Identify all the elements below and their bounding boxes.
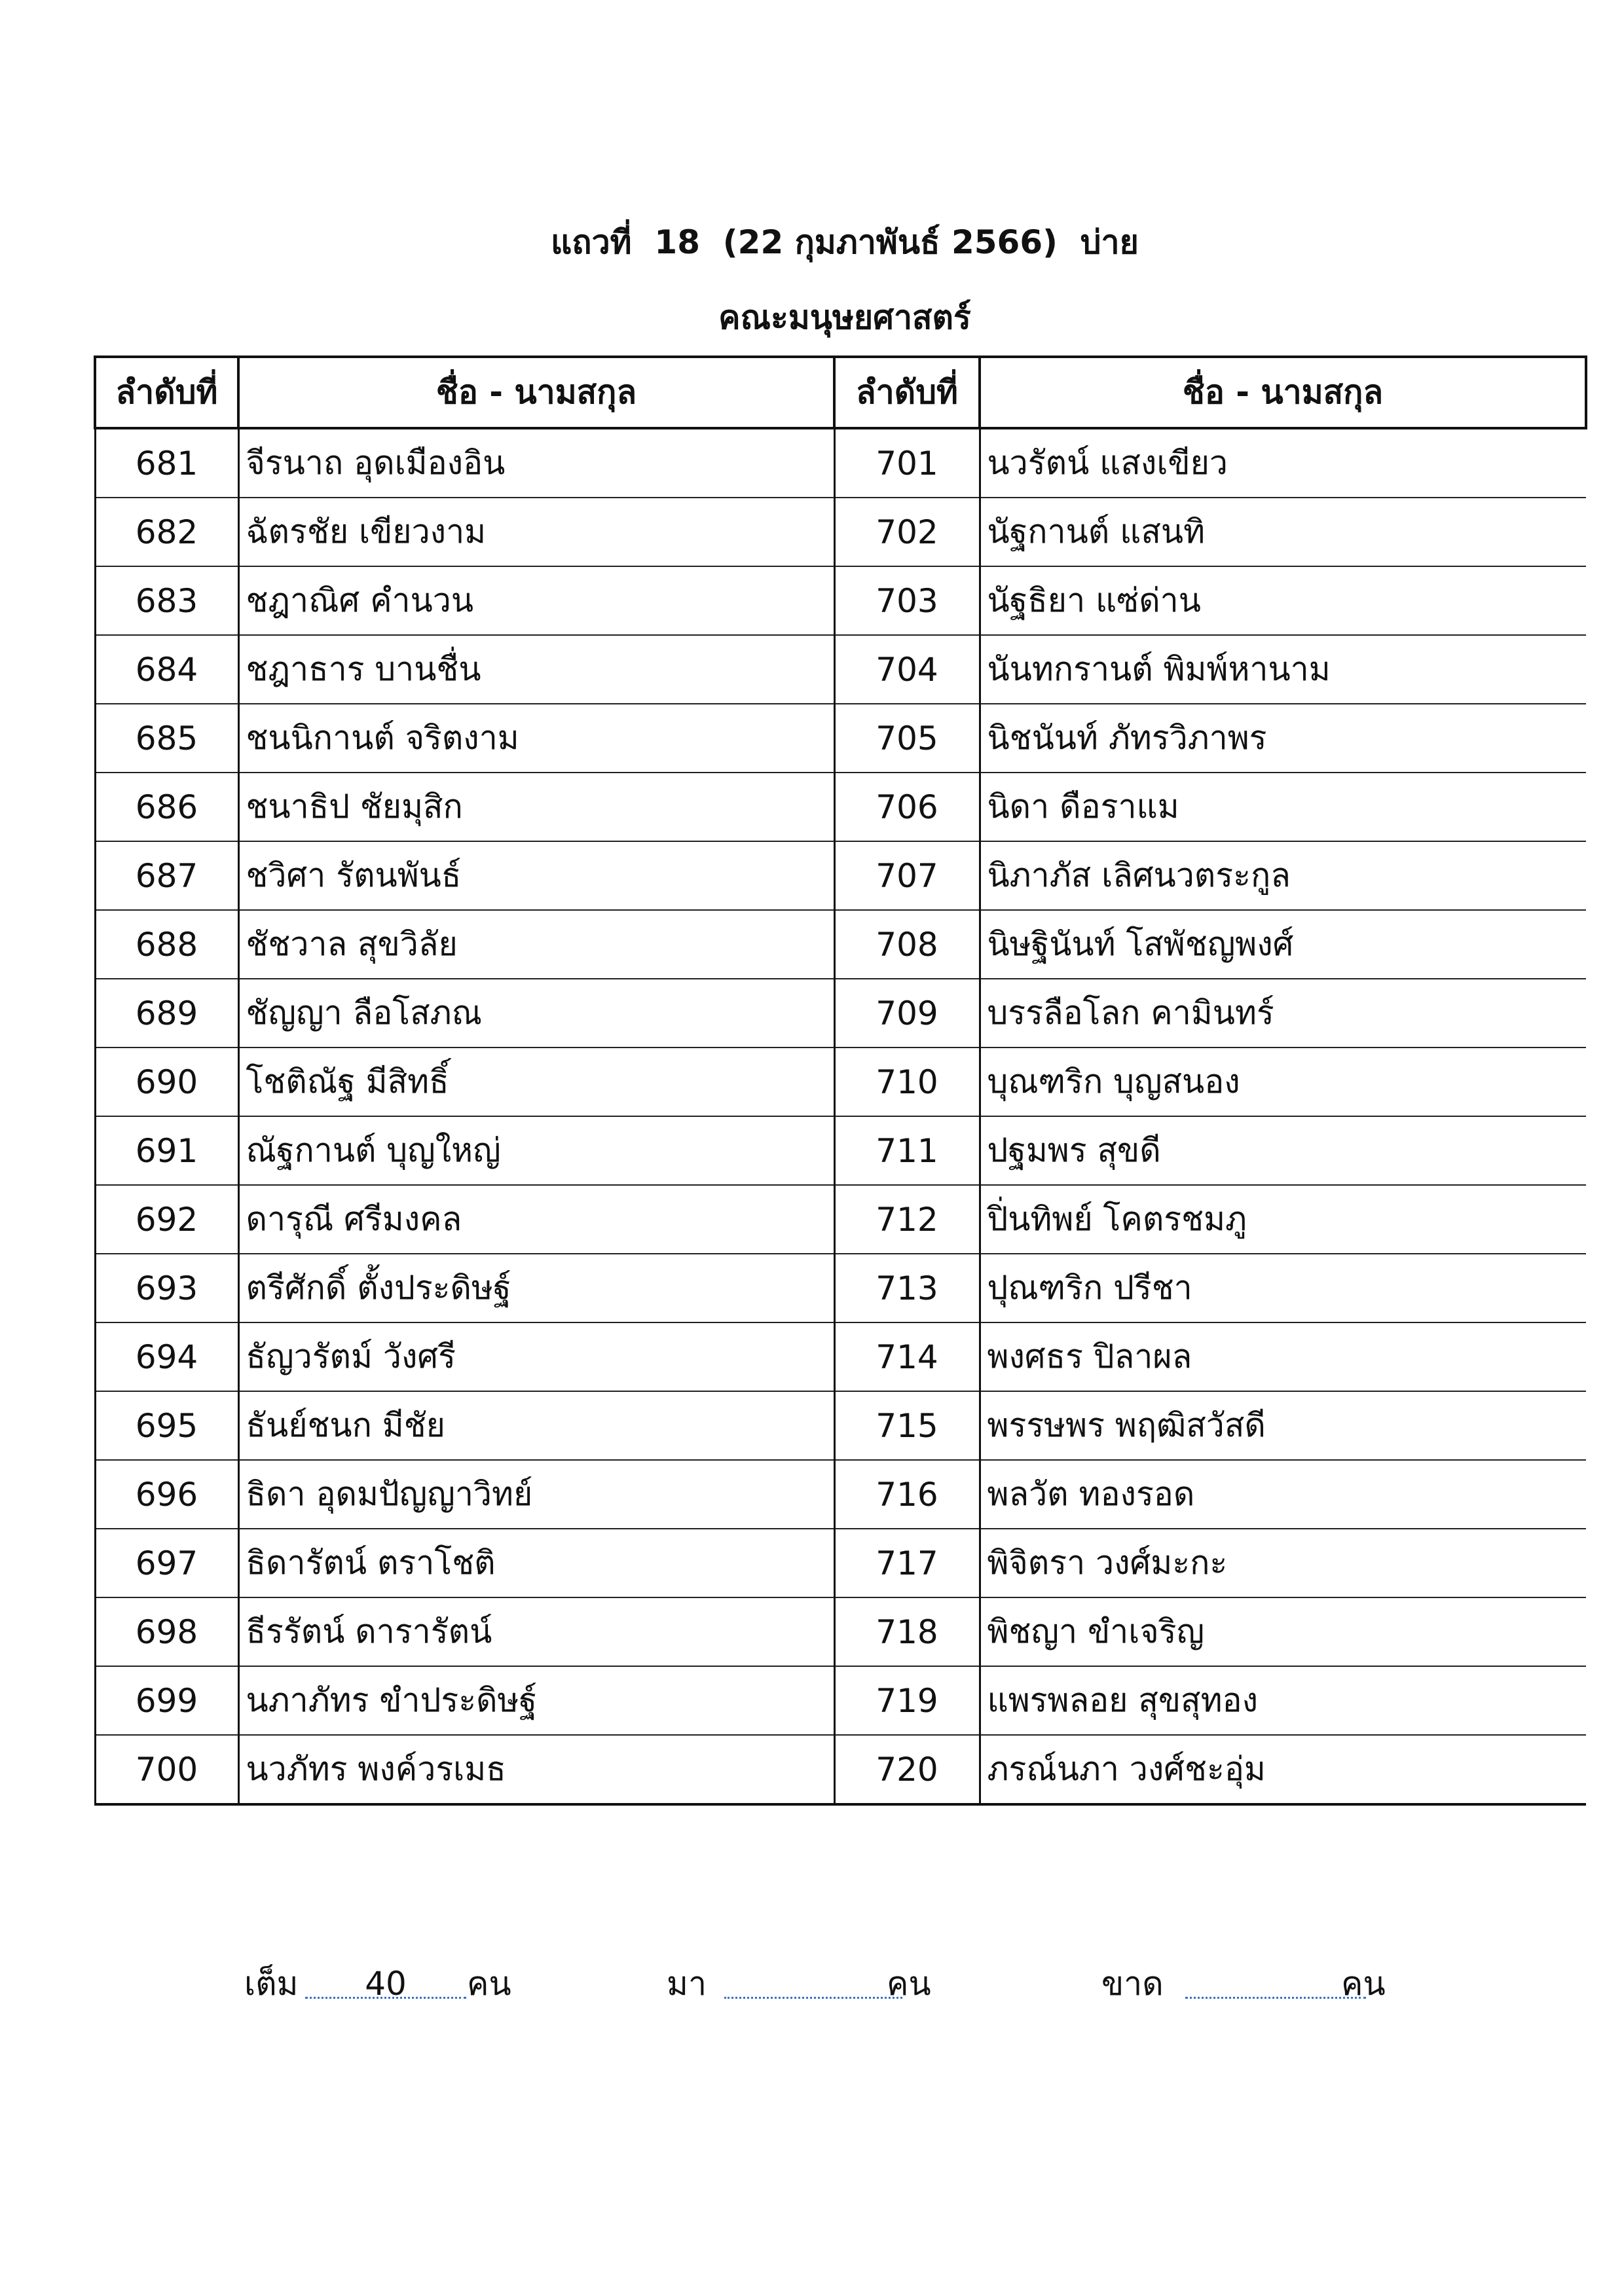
- roster-table: [94, 355, 1587, 1806]
- table-row: [95, 1597, 1586, 1666]
- present-unit-label: คน: [887, 1965, 931, 2003]
- column-header-name: ชื่อ - นามสกุล: [238, 357, 834, 428]
- student-name: นิดา ดือราแม: [980, 773, 1586, 841]
- row-number: 706: [834, 773, 980, 841]
- row-number: 696: [95, 1460, 238, 1529]
- row-number: 710: [834, 1048, 980, 1116]
- table-row: [95, 566, 1586, 635]
- row-number: 712: [834, 1185, 980, 1254]
- student-name: ปิ่นทิพย์ โคตรชมภู: [980, 1185, 1586, 1254]
- student-name: นวภัทร พงค์วรเมธ: [238, 1735, 834, 1804]
- table-row: [95, 1735, 1586, 1804]
- table-row: [95, 910, 1586, 979]
- row-number: 716: [834, 1460, 980, 1529]
- row-number: 709: [834, 979, 980, 1048]
- student-name: โชติณัฐ มีสิทธิ์: [238, 1048, 834, 1116]
- absent-label: ขาด: [1101, 1965, 1164, 2003]
- student-name: นิชนันท์ ภัทรวิภาพร: [980, 704, 1586, 773]
- student-name: ธิดา อุดมปัญญาวิทย์: [238, 1460, 834, 1529]
- row-number: 691: [95, 1116, 238, 1185]
- student-name: ชัญญา ลือโสภณ: [238, 979, 834, 1048]
- student-name: นันทกรานต์ พิมพ์หานาม: [980, 635, 1586, 704]
- student-name: นัฐธิยา แซ่ด่าน: [980, 566, 1586, 635]
- row-number: 695: [95, 1391, 238, 1460]
- row-number: 697: [95, 1529, 238, 1597]
- row-number: 717: [834, 1529, 980, 1597]
- student-name: ภรณ์นภา วงศ์ชะอุ่ม: [980, 1735, 1586, 1804]
- row-number: 702: [834, 498, 980, 566]
- table-row: [95, 498, 1586, 566]
- student-name: จีรนาถ อุดเมืองอิน: [238, 428, 834, 498]
- row-number: 690: [95, 1048, 238, 1116]
- row-number: 715: [834, 1391, 980, 1460]
- student-name: บุณฑริก บุญสนอง: [980, 1048, 1586, 1116]
- row-number: 692: [95, 1185, 238, 1254]
- full-unit-label: คน: [467, 1965, 511, 2003]
- student-name: ชฎาณิศ คำนวน: [238, 566, 834, 635]
- row-number: 705: [834, 704, 980, 773]
- row-number: 701: [834, 428, 980, 498]
- table-row: [95, 979, 1586, 1048]
- table-row: [95, 1254, 1586, 1322]
- student-name: นิภาภัส เลิศนวตระกูล: [980, 841, 1586, 910]
- row-number: 707: [834, 841, 980, 910]
- row-number: 718: [834, 1597, 980, 1666]
- full-count-value: 40: [365, 1965, 407, 2003]
- full-count-line: [305, 1997, 466, 1999]
- row-number: 685: [95, 704, 238, 773]
- row-number: 720: [834, 1735, 980, 1804]
- faculty-title: คณะมนุษยศาสตร์: [718, 299, 971, 337]
- student-name: ชฎาธาร บานชื่น: [238, 635, 834, 704]
- full-label: เต็ม: [244, 1965, 299, 2003]
- row-number: 700: [95, 1735, 238, 1804]
- row-number: 694: [95, 1322, 238, 1391]
- row-number: 693: [95, 1254, 238, 1322]
- present-count-line: [724, 1997, 902, 1999]
- row-number: 703: [834, 566, 980, 635]
- column-header-number: ลำดับที่: [95, 357, 238, 428]
- table-row: [95, 1116, 1586, 1185]
- roster-body: [95, 428, 1586, 1804]
- student-name: ฉัตรชัย เขียวงาม: [238, 498, 834, 566]
- column-header-name: ชื่อ - นามสกุล: [980, 357, 1586, 428]
- table-row: [95, 1666, 1586, 1735]
- student-name: ธีรรัตน์ ดารารัตน์: [238, 1597, 834, 1666]
- table-row: [95, 1048, 1586, 1116]
- row-number: 708: [834, 910, 980, 979]
- student-name: ชัชวาล สุขวิลัย: [238, 910, 834, 979]
- row-number: 686: [95, 773, 238, 841]
- absent-unit-label: คน: [1341, 1965, 1386, 2003]
- student-name: ชวิศา รัตนพันธ์: [238, 841, 834, 910]
- table-row: [95, 635, 1586, 704]
- student-name: พิชญา ขำเจริญ: [980, 1597, 1586, 1666]
- table-row: [95, 704, 1586, 773]
- student-name: ธิดารัตน์ ตราโชติ: [238, 1529, 834, 1597]
- table-row: [95, 428, 1586, 498]
- student-name: พงศธร ปิลาผล: [980, 1322, 1586, 1391]
- student-name: ปฐมพร สุขดี: [980, 1116, 1586, 1185]
- row-number: 713: [834, 1254, 980, 1322]
- table-row: [95, 1322, 1586, 1391]
- student-name: ธันย์ชนก มีชัย: [238, 1391, 834, 1460]
- row-number: 687: [95, 841, 238, 910]
- row-number: 682: [95, 498, 238, 566]
- row-number: 711: [834, 1116, 980, 1185]
- student-name: นัฐกานต์ แสนทิ: [980, 498, 1586, 566]
- student-name: ดารุณี ศรีมงคล: [238, 1185, 834, 1254]
- table-row: [95, 773, 1586, 841]
- table-row: [95, 1460, 1586, 1529]
- row-number: 688: [95, 910, 238, 979]
- student-name: พลวัต ทองรอด: [980, 1460, 1586, 1529]
- absent-count-line: [1185, 1997, 1366, 1999]
- row-number: 719: [834, 1666, 980, 1735]
- student-name: ธัญวรัตม์ วังศรี: [238, 1322, 834, 1391]
- student-name: ปุณฑริก ปรีชา: [980, 1254, 1586, 1322]
- row-number: 704: [834, 635, 980, 704]
- student-name: พิจิตรา วงศ์มะกะ: [980, 1529, 1586, 1597]
- table-row: [95, 841, 1586, 910]
- student-name: พรรษพร พฤฒิสวัสดี: [980, 1391, 1586, 1460]
- student-name: ตรีศักดิ์ ตั้งประดิษฐ์: [238, 1254, 834, 1322]
- student-name: ณัฐกานต์ บุญใหญ่: [238, 1116, 834, 1185]
- row-number: 684: [95, 635, 238, 704]
- student-name: แพรพลอย สุขสุทอง: [980, 1666, 1586, 1735]
- table-header-row: [95, 357, 1586, 428]
- row-number: 689: [95, 979, 238, 1048]
- student-name: บรรลือโลก คามินทร์: [980, 979, 1586, 1048]
- table-row: [95, 1185, 1586, 1254]
- column-header-number: ลำดับที่: [834, 357, 980, 428]
- table-row: [95, 1529, 1586, 1597]
- student-name: นิษฐินันท์ โสพัชญพงศ์: [980, 910, 1586, 979]
- page-title: แถวที่ 18 (22 กุมภาพันธ์ 2566) บ่าย: [551, 223, 1139, 261]
- table-row: [95, 1391, 1586, 1460]
- student-name: นภาภัทร ขำประดิษฐ์: [238, 1666, 834, 1735]
- present-label: มา: [667, 1965, 707, 2003]
- student-name: นวรัตน์ แสงเขียว: [980, 428, 1586, 498]
- row-number: 681: [95, 428, 238, 498]
- row-number: 714: [834, 1322, 980, 1391]
- student-name: ชนนิกานต์ จริตงาม: [238, 704, 834, 773]
- row-number: 683: [95, 566, 238, 635]
- student-name: ชนาธิป ชัยมุสิก: [238, 773, 834, 841]
- row-number: 699: [95, 1666, 238, 1735]
- row-number: 698: [95, 1597, 238, 1666]
